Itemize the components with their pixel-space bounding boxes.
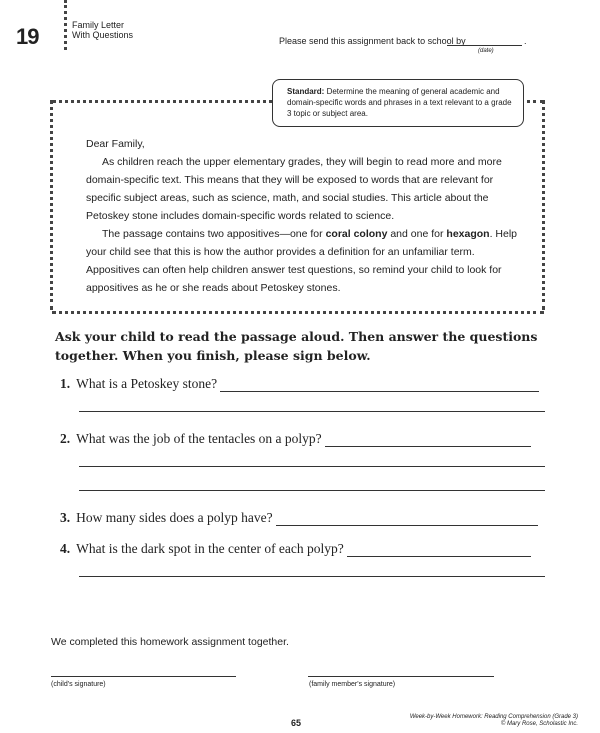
standard-label: Standard: bbox=[287, 87, 325, 96]
lesson-title bbox=[72, 20, 133, 40]
header-divider bbox=[64, 0, 67, 50]
question-number: 1. bbox=[60, 376, 71, 391]
send-back-period: . bbox=[524, 36, 527, 46]
question-number: 2. bbox=[60, 431, 71, 446]
child-signature-line[interactable] bbox=[51, 676, 236, 677]
family-signature-label: (family member's signature) bbox=[309, 681, 396, 688]
question-text: How many sides does a polyp have? bbox=[76, 510, 273, 525]
instructions: Ask your child to read the passage aloud. Then answer the questions together. When you finish, please sign below. bbox=[55, 329, 538, 363]
question-number: 4. bbox=[60, 541, 71, 556]
family-letter bbox=[86, 135, 526, 297]
answer-line[interactable] bbox=[276, 513, 538, 526]
term-coral-colony: coral colony bbox=[325, 228, 388, 240]
question-3 bbox=[60, 510, 538, 526]
letter-paragraph-1: As children reach the upper elementary grades, they will begin to read more and more domain-specific text. This means that they will be exposed to words that are relevant for specific subject areas, such as science, math, and social studies. This article about the Petoskey stone includes domain-specific words related to science. bbox=[86, 156, 502, 222]
letter-paragraph-2 bbox=[86, 225, 526, 297]
page-number: 65 bbox=[291, 718, 302, 728]
answer-line[interactable] bbox=[79, 466, 545, 467]
lesson-number: 19 bbox=[16, 24, 39, 49]
answer-line[interactable] bbox=[220, 379, 539, 392]
date-label: (date) bbox=[478, 48, 494, 54]
family-signature-line[interactable] bbox=[308, 676, 494, 677]
question-text: What is the dark spot in the center of each polyp? bbox=[76, 541, 344, 556]
letter-p2-part-b: and one for bbox=[390, 228, 444, 240]
footer-credit-line2: © Mary Rose, Scholastic Inc. bbox=[500, 721, 578, 727]
answer-line[interactable] bbox=[79, 576, 545, 577]
lesson-title-line1: Family Letter bbox=[72, 20, 125, 30]
child-signature-label: (child's signature) bbox=[51, 681, 106, 688]
question-2 bbox=[60, 431, 531, 447]
question-1 bbox=[60, 376, 539, 392]
send-back-text: Please send this assignment back to school by bbox=[279, 36, 466, 46]
answer-line[interactable] bbox=[325, 434, 531, 447]
standard-callout bbox=[272, 79, 524, 127]
answer-line[interactable] bbox=[347, 544, 531, 557]
footer-credit-line1: Week-by-Week Homework: Reading Comprehension (Grade 3) bbox=[409, 714, 578, 720]
question-4 bbox=[60, 541, 531, 557]
term-hexagon: hexagon bbox=[446, 228, 490, 240]
letter-box-right-border bbox=[542, 100, 545, 310]
question-text: What is a Petoskey stone? bbox=[76, 376, 218, 391]
answer-line[interactable] bbox=[79, 490, 545, 491]
question-number: 3. bbox=[60, 510, 71, 525]
letter-salutation: Dear Family, bbox=[86, 138, 145, 150]
letter-p2-part-c: . Help your child see that this is how the author provides a definition for an unfamiliar term. Appositives can often help children answer test questions, so remind your child to look for appositives as he or she reads about Petoskey stones. bbox=[86, 228, 518, 294]
question-text: What was the job of the tentacles on a polyp? bbox=[76, 431, 322, 446]
completion-statement: We completed this homework assignment together. bbox=[51, 636, 289, 648]
standard-text: Determine the meaning of general academic and domain-specific words and phrases in a text relevant to a grade 3 topic or subject area. bbox=[287, 87, 512, 118]
lesson-title-line2: With Questions bbox=[72, 30, 134, 40]
date-field[interactable] bbox=[447, 45, 522, 46]
letter-box-left-border bbox=[50, 100, 53, 310]
letter-p2-part-a: The passage contains two appositives—one for bbox=[102, 228, 323, 240]
footer-credit bbox=[394, 714, 578, 728]
answer-line[interactable] bbox=[79, 411, 545, 412]
